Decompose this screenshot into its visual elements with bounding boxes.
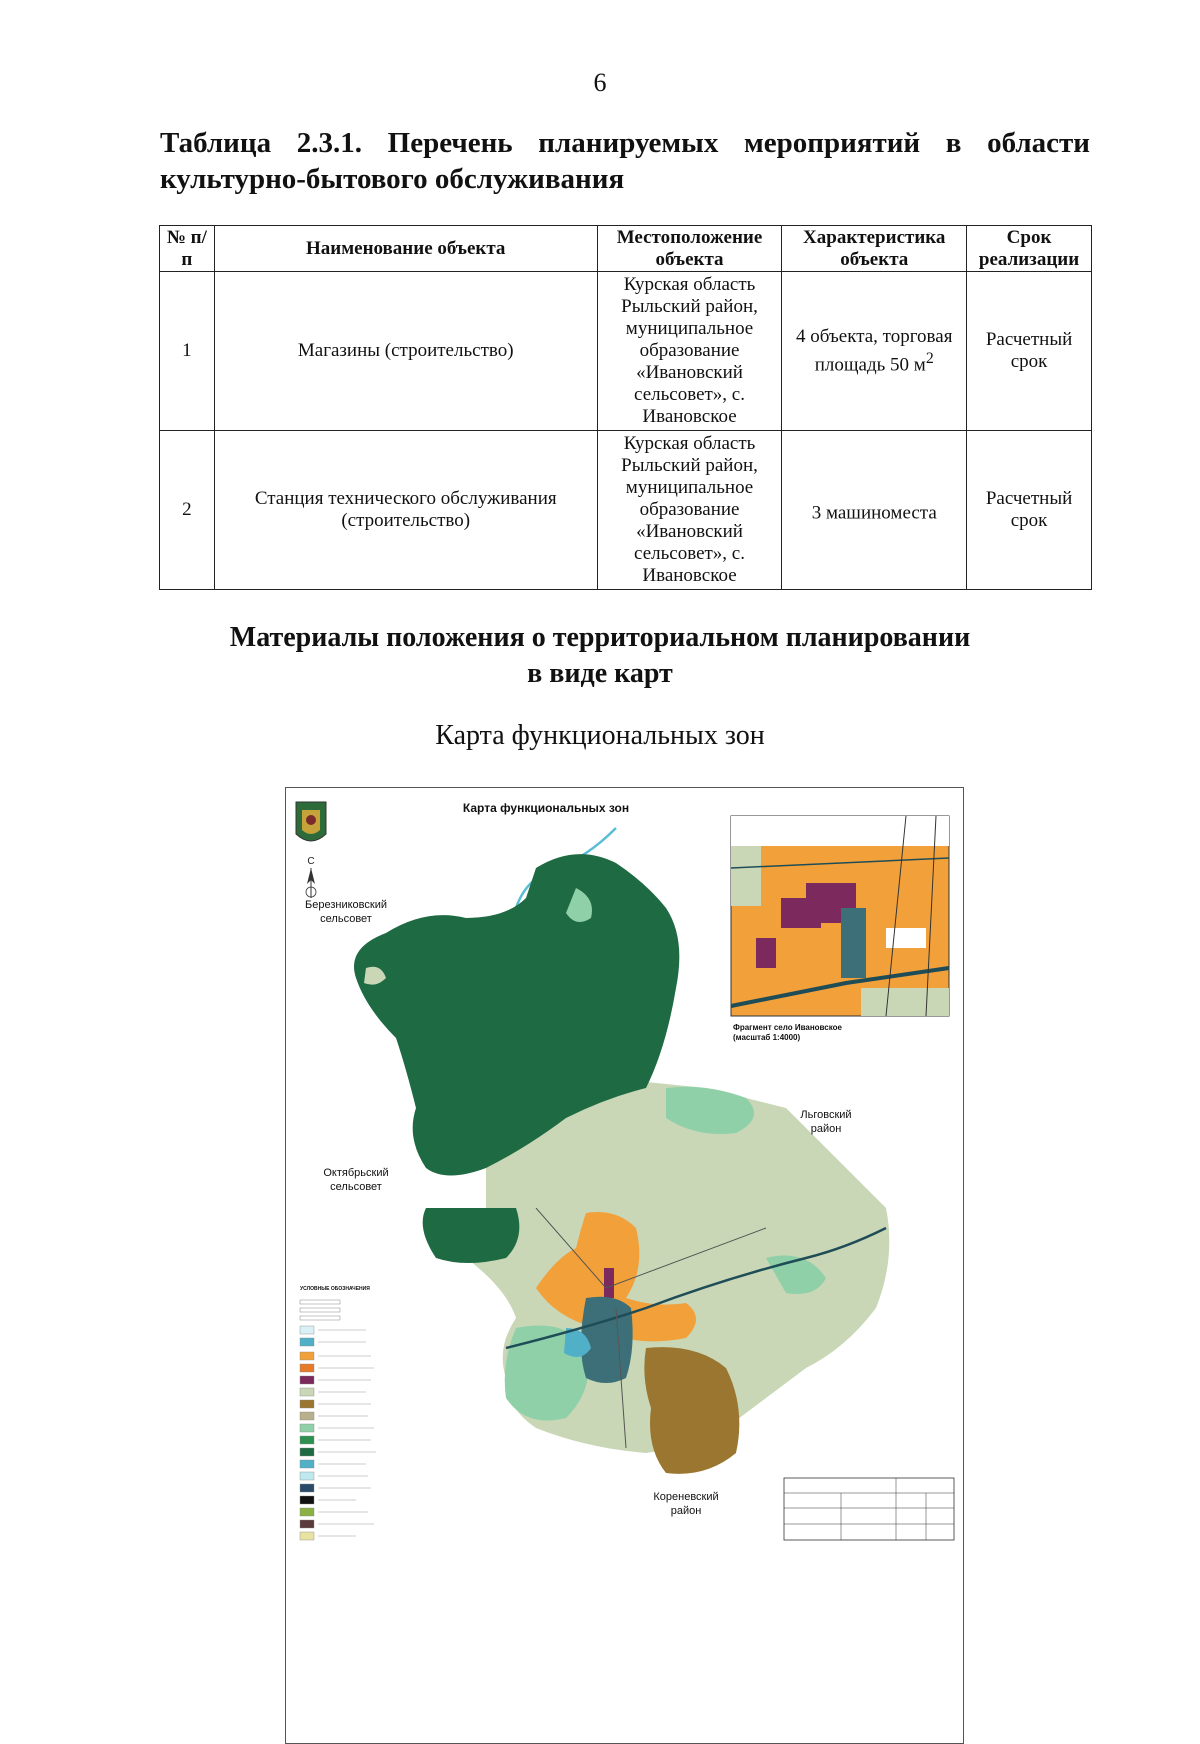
characteristic-superscript: 2 (925, 349, 934, 367)
region-bereznikovsky-1: Березниковский (305, 899, 387, 911)
region-bereznikovsky-2: сельсовет (320, 913, 372, 925)
row-term: Расчетный срок (967, 272, 1092, 431)
characteristic-text: 4 объекта, торговая площадь 50 м (796, 325, 953, 376)
fragment-caption-2: (масштаб 1:4000) (733, 1033, 801, 1042)
table-title (160, 125, 1090, 197)
map-legend (300, 1286, 376, 1540)
row-location: Курская область Рыльский район, муниципальное образование «Ивановский сельсовет», с. Ивановское (597, 272, 782, 431)
planned-measures-table (159, 225, 1092, 590)
table-row (160, 431, 1092, 590)
zone-transport (581, 1297, 633, 1383)
row-characteristic (782, 431, 967, 590)
region-korenevsky-1: Кореневский (653, 1491, 719, 1503)
fragment-inset (731, 816, 949, 1016)
region-lgovsky-2: район (810, 1123, 842, 1135)
region-lgovsky-1: Льговский (800, 1109, 852, 1121)
north-label: С (307, 856, 315, 867)
header-number: № п/п (160, 226, 215, 272)
coat-of-arms-icon (296, 802, 326, 841)
characteristic-text: 3 машиноместа (811, 502, 937, 524)
functional-zones-map (285, 787, 964, 1744)
legend-title: УСЛОВНЫЕ ОБОЗНАЧЕНИЯ (300, 1286, 370, 1292)
maps-title-line1: Материалы положения о территориальном планировании (229, 622, 971, 653)
map-title: Карта функциональных зон (462, 801, 630, 815)
row-number: 1 (160, 272, 215, 431)
row-characteristic (782, 272, 967, 431)
maps-section-title (0, 620, 1200, 692)
maps-title-line2: в виде карт (527, 658, 673, 689)
row-number: 2 (160, 431, 215, 590)
header-location: Местоположение объекта (597, 226, 782, 272)
maps-subtitle: Карта функциональных зон (435, 720, 765, 751)
page-number: 6 (593, 68, 607, 97)
table-row (160, 272, 1092, 431)
map-svg-top (286, 788, 963, 1208)
region-oktyabrsky-2: сельсовет (330, 1181, 382, 1193)
row-term: Расчетный срок (967, 431, 1092, 590)
header-term: Срок реализации (967, 226, 1092, 272)
north-arrow-icon (306, 856, 316, 898)
map-title-block (784, 1478, 954, 1540)
row-location: Курская область Рыльский район, муниципальное образование «Ивановский сельсовет», с. Ивановское (597, 431, 782, 590)
zone-industrial (604, 1268, 614, 1298)
header-characteristic: Характеристика объекта (782, 226, 967, 272)
fragment-caption-1: Фрагмент село Ивановское (733, 1023, 842, 1032)
table-title-line1: Таблица 2.3.1. Перечень планируемых мероприятий в области (160, 127, 1090, 159)
table-title-line2: культурно-бытового обслуживания (160, 163, 625, 195)
row-name: Станция технического обслуживания (строительство) (214, 431, 597, 590)
region-oktyabrsky-1: Октябрьский (323, 1167, 389, 1179)
header-name: Наименование объекта (214, 226, 597, 272)
row-name: Магазины (строительство) (214, 272, 597, 431)
region-korenevsky-2: район (670, 1505, 702, 1517)
map-svg-bottom (286, 1208, 963, 1628)
table-header-row (160, 226, 1092, 272)
